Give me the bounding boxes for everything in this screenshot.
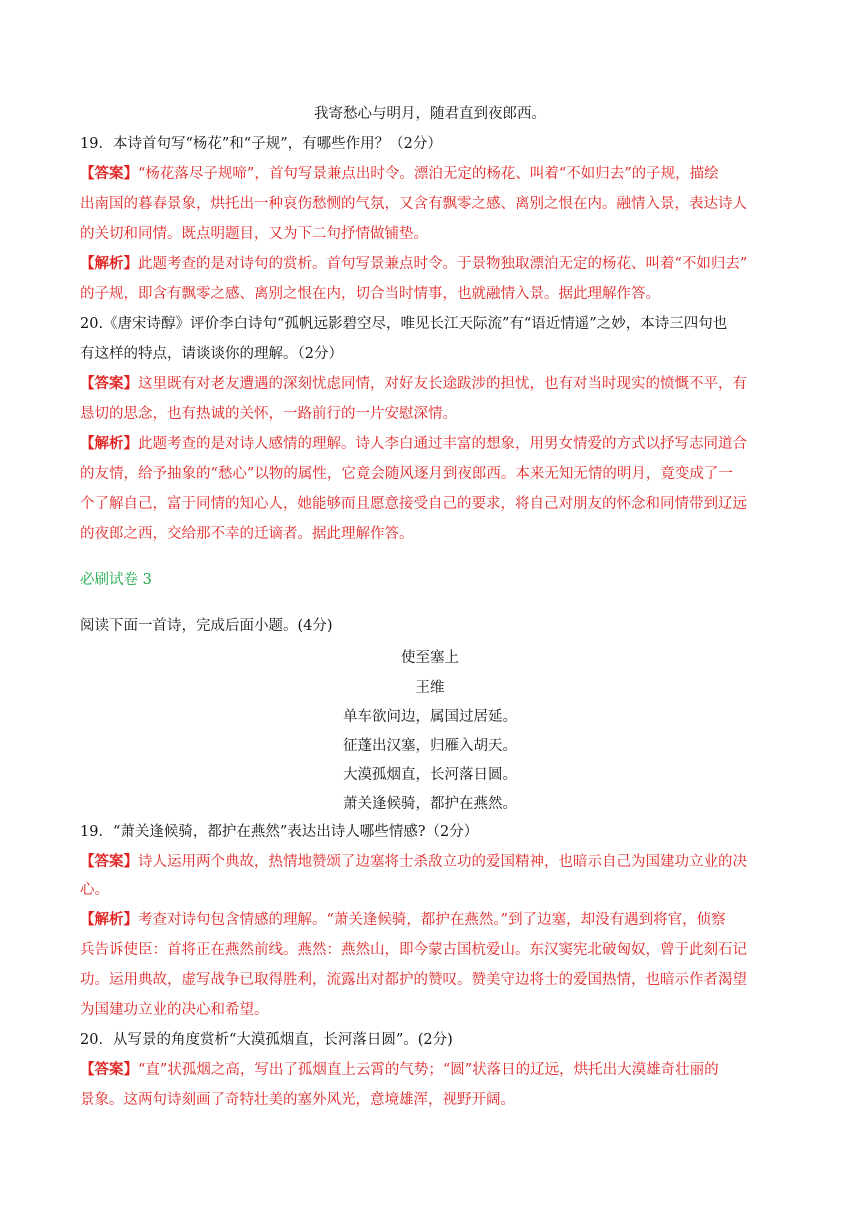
answer-tag: 【答案】	[80, 853, 138, 870]
question-19-text: 19．本诗首句写“杨花”和“子规”，有哪些作用？（2分）	[80, 136, 442, 152]
reading-intro: 阅读下面一首诗，完成后面小题。(4分)	[80, 618, 333, 634]
answer-20-line-1: 【答案】这里既有对老友遭遇的深刻忧虑同情，对好友长途跋涉的担忧，也有对当时现实的愤慨不平，有	[80, 375, 747, 392]
analysis-tag: 【解析】	[80, 911, 138, 928]
analysis-20-line-3: 个了解自己，富于同情的知心人，她能够而且愿意接受自己的要求，将自己对朋友的怀念和同情带到辽远	[80, 496, 747, 512]
answer-20-line-2: 恳切的思念，也有热诚的关怀，一路前行的一片安慰深情。	[80, 406, 457, 422]
poem-closing-line: 我寄愁心与明月，随君直到夜郎西。	[314, 106, 546, 122]
poem-line: 大漠孤烟直，长河落日圆。	[343, 767, 517, 783]
analysis-19b-line-1: 【解析】考查对诗句包含情感的理解。“萧关逢候骑，都护在燕然。”到了边塞，却没有遇到将官，侦察	[80, 911, 726, 928]
answer-19b-line-2: 心。	[80, 882, 109, 898]
answer-tag: 【答案】	[80, 165, 138, 182]
poem-line: 萧关逢候骑，都护在燕然。	[343, 796, 517, 812]
analysis-20-line-2: 的友情，给予抽象的“愁心”以物的属性，它竟会随风逐月到夜郎西。本来无知无情的明月，竟变成了一	[80, 466, 733, 482]
poem-author: 王维	[415, 680, 445, 696]
poem-line: 单车欲问边，属国过居延。	[343, 709, 517, 725]
question-19b-text: 19．“萧关逢候骑，都护在燕然”表达出诗人哪些情感?（2分）	[80, 824, 479, 840]
analysis-20-line-4: 的夜郎之西，交给那不幸的迁谪者。据此理解作答。	[80, 526, 414, 542]
answer-20b-line-1: 【答案】“直”状孤烟之高，写出了孤烟直上云霄的气势；“圆”状落日的辽远，烘托出大漠雄奇壮丽的	[80, 1061, 719, 1078]
section-title: 必刷试卷 3	[80, 572, 152, 588]
answer-tag: 【答案】	[80, 375, 138, 392]
question-20-line-1: 20.《唐宋诗醇》评价李白诗句“孤帆远影碧空尽，唯见长江天际流”有“语近情遥”之妙，本诗三四句也	[80, 316, 728, 332]
answer-19b-line-1: 【答案】诗人运用两个典故，热情地赞颂了边塞将士杀敌立功的爱国精神，也暗示自己为国建功立业的决	[80, 853, 747, 870]
analysis-19b-line-3: 功。运用典故，虚写战争已取得胜利，流露出对都护的赞叹。赞美守边将士的爱国热情，也暗示作者渴望	[80, 972, 747, 988]
question-20b-text: 20．从写景的角度赏析“大漠孤烟直，长河落日圆”。(2分)	[80, 1032, 453, 1048]
answer-19-line-2: 出南国的暮春景象，烘托出一种哀伤愁恻的气氛，又含有飘零之感、离别之恨在内。融情入景，表达诗人	[80, 196, 747, 212]
answer-20b-line-2: 景象。这两句诗刻画了奇特壮美的塞外风光，意境雄浑，视野开阔。	[80, 1092, 515, 1108]
analysis-20-line-1: 【解析】此题考查的是对诗人感情的理解。诗人李白通过丰富的想象，用男女情爱的方式以抒写志同道合	[80, 435, 747, 452]
poem-title: 使至塞上	[401, 650, 459, 666]
analysis-19-line-1: 【解析】此题考查的是对诗句的赏析。首句写景兼点时令。于景物独取漂泊无定的杨花、叫着“不如归去”	[80, 255, 748, 272]
analysis-19b-line-2: 兵告诉使臣：首将正在燕然前线。燕然：燕然山，即今蒙古国杭爱山。东汉窦宪北破匈奴，曾于此刻石记	[80, 942, 747, 958]
analysis-tag: 【解析】	[80, 255, 138, 272]
answer-19-line-1: 【答案】“杨花落尽子规啼”，首句写景兼点出时令。漂泊无定的杨花、叫着“不如归去”的子规，描绘	[80, 165, 719, 182]
answer-19-line-3: 的关切和同情。既点明题目，又为下二句抒情做铺垫。	[80, 226, 428, 242]
analysis-tag: 【解析】	[80, 435, 138, 452]
answer-tag: 【答案】	[80, 1061, 138, 1078]
question-20-line-2: 有这样的特点，请谈谈你的理解。（2分）	[80, 346, 343, 362]
analysis-19-line-2: 的子规，即含有飘零之感、离别之恨在内，切合当时情事，也就融情入景。据此理解作答。	[80, 286, 660, 302]
analysis-19b-line-4: 为国建功立业的决心和希望。	[80, 1002, 269, 1018]
poem-line: 征蓬出汉塞，归雁入胡天。	[343, 738, 517, 754]
